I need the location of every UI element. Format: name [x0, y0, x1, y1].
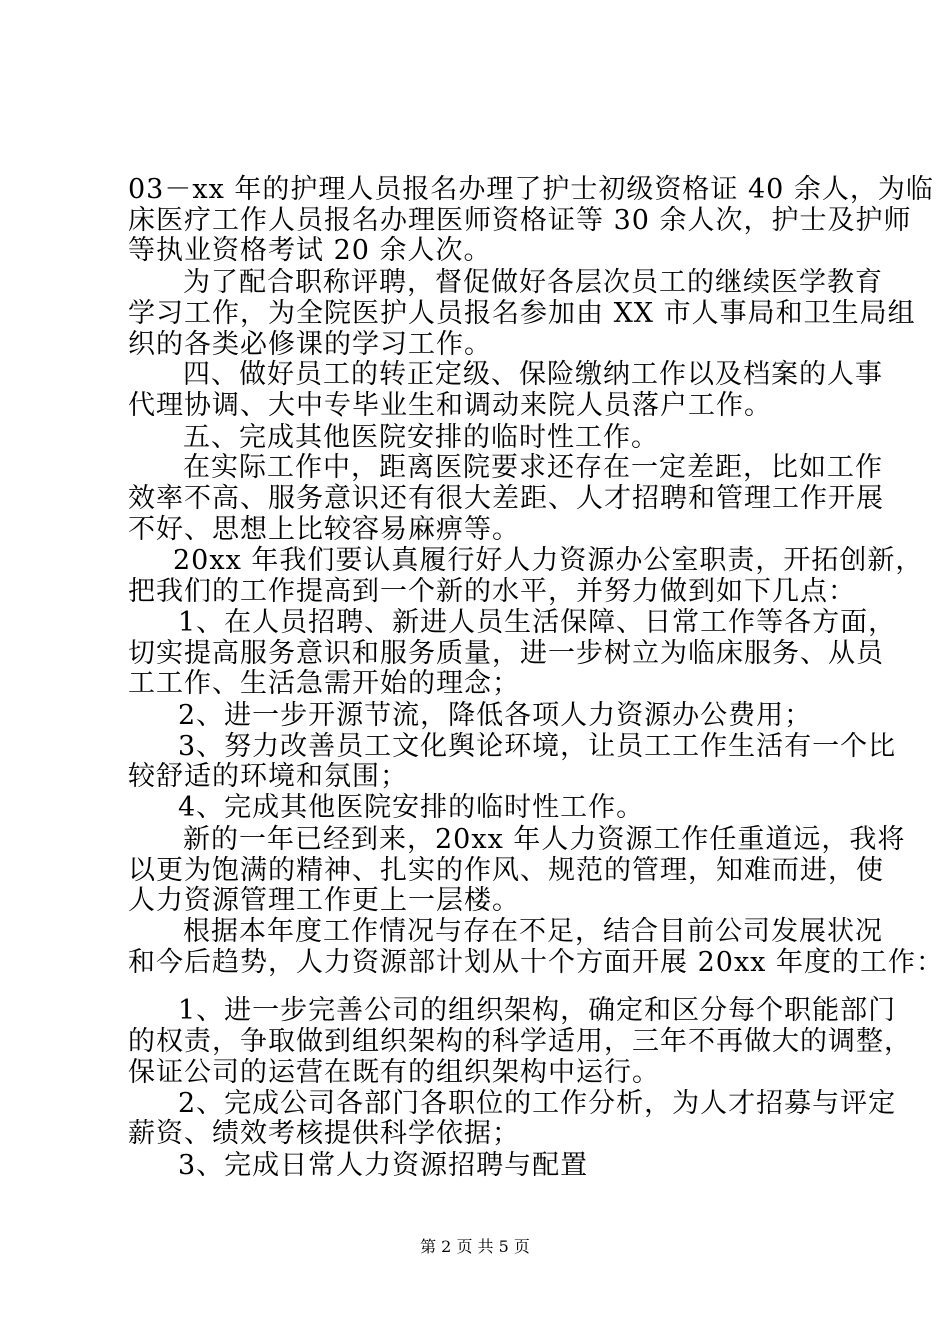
text-line: 保证公司的运营在既有的组织架构中运行。	[128, 1057, 660, 1088]
text-line: 不好、思想上比较容易麻痹等。	[128, 514, 520, 545]
text-line: 和今后趋势，人力资源部计划从十个方面开展 20xx 年度的工作：	[128, 947, 944, 978]
text-line: 床医疗工作人员报名办理医师资格证等 30 余人次，护士及护师	[128, 205, 912, 236]
text-line: 新的一年已经到来，20xx 年人力资源工作任重道远，我将	[183, 824, 906, 855]
text-line: 工工作、生活急需开始的理念；	[128, 668, 520, 699]
text-line: 03－xx 年的护理人员报名办理了护士初级资格证 40 余人，为临	[128, 174, 934, 205]
text-line: 人力资源管理工作更上一层楼。	[128, 885, 520, 916]
text-line: 以更为饱满的精神、扎实的作风、规范的管理，知难而进，使	[128, 855, 884, 886]
text-line: 四、做好员工的转正定级、保险缴纳工作以及档案的人事	[183, 359, 883, 390]
text-line: 3、努力改善员工文化舆论环境，让员工工作生活有一个比	[178, 731, 897, 762]
text-line: 的权责，争取做到组织架构的科学适用，三年不再做大的调整，	[128, 1026, 912, 1057]
text-line: 效率不高、服务意识还有很大差距、人才招聘和管理工作开展	[128, 483, 884, 514]
text-line: 1、在人员招聘、新进人员生活保障、日常工作等各方面，	[178, 607, 897, 638]
text-line: 2、进一步开源节流，降低各项人力资源办公费用；	[178, 700, 813, 731]
text-line: 薪资、绩效考核提供科学依据；	[128, 1118, 520, 1149]
text-line: 3、完成日常人力资源招聘与配置	[178, 1150, 589, 1181]
text-line: 等执业资格考试 20 余人次。	[128, 235, 492, 266]
text-line: 为了配合职称评聘，督促做好各层次员工的继续医学教育	[183, 267, 883, 298]
text-line: 在实际工作中，距离医院要求还存在一定差距，比如工作	[183, 452, 883, 483]
text-line: 五、完成其他医院安排的临时性工作。	[183, 422, 659, 453]
text-line: 织的各类必修课的学习工作。	[128, 329, 492, 360]
text-line: 根据本年度工作情况与存在不足，结合目前公司发展状况	[183, 916, 883, 947]
text-line: 1、进一步完善公司的组织架构，确定和区分每个职能部门	[178, 995, 897, 1026]
text-line: 4、完成其他医院安排的临时性工作。	[178, 792, 645, 823]
text-line: 20xx 年我们要认真履行好人力资源办公室职责，开拓创新，	[173, 545, 924, 576]
text-line: 学习工作，为全院医护人员报名参加由 XX 市人事局和卫生局组	[128, 298, 916, 329]
text-line: 把我们的工作提高到一个新的水平，并努力做到如下几点：	[128, 576, 856, 607]
text-line: 代理协调、大中专毕业生和调动来院人员落户工作。	[128, 390, 772, 421]
page-footer: 第 2 页 共 5 页	[420, 1237, 530, 1256]
text-line: 切实提高服务意识和服务质量，进一步树立为临床服务、从员	[128, 638, 884, 669]
text-line: 较舒适的环境和氛围；	[128, 761, 408, 792]
text-line: 2、完成公司各部门各职位的工作分析，为人才招募与评定	[178, 1088, 897, 1119]
